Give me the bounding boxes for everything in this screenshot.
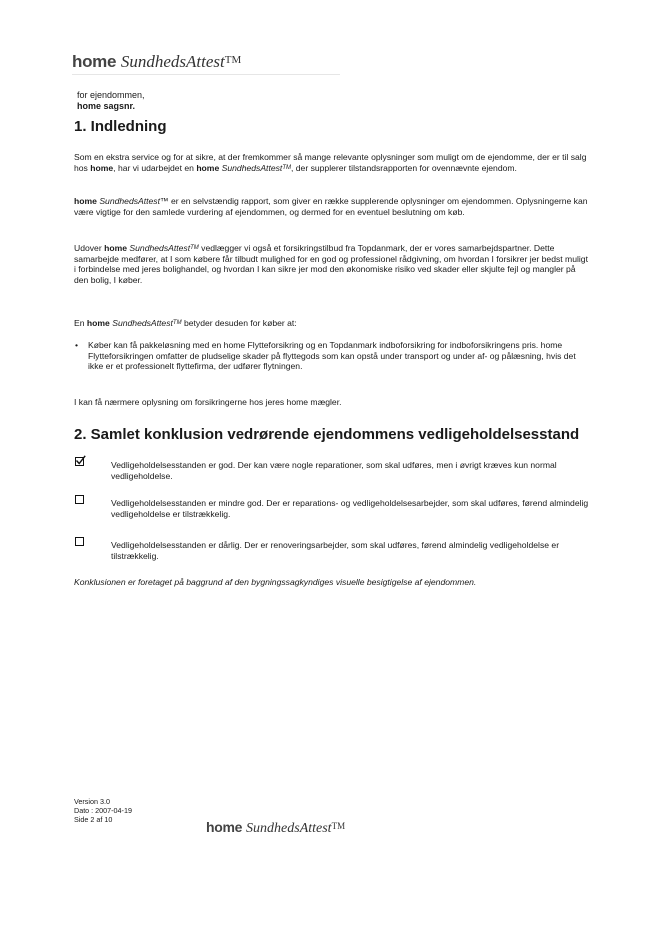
condition-option-text: Vedligeholdelsesstanden er dårlig. Der er renoveringsarbejder, som skal udføres, førend almindelig vedligeholdelse er tilstrækkelig. [111,540,560,561]
insurance-info-paragraph: I kan få nærmere oplysning om forsikringerne hos jeres home mægler. [74,397,342,407]
footer-page-number: Side 2 af 10 [74,815,113,824]
intro-paragraph-4: En home SundhedsAttest™ betyder desuden for køber at: [74,318,297,328]
checkbox-empty-icon[interactable] [75,537,84,546]
bullet-icon: • [75,340,79,350]
intro-paragraph-2: home SundhedsAttest™ er en selvstændig rapport, som giver en række supplerende oplysninger om ejendommen. Oplysningerne kan være vigtige for den samlede vurdering af ejendommen, og dermed for en eventuel beslutning om køb. [74,196,588,217]
intro-paragraph-3: Udover home SundhedsAttest™ vedlægger vi også et forsikringstilbud fra Topdanmark, der er vores samarbejdspartner. Dette samarbejde medfører, at I som købere får tilbudt mulighed for en god og professionel rådgivning, om hvordan I forsikrer jer bedst muligt i forbindelse med jeres bolighandel, og hvordan I kan sikre jer mod den økonomiske risiko ved skader eller skjulte fejl og mangler på den bolig, I køber. [74,243,588,285]
condition-option-text: Vedligeholdelsesstanden er god. Der kan være nogle reparationer, som skal udføres, men i øvrigt kræves kun normal vedligeholdelse. [111,460,557,481]
section-2-heading: 2. Samlet konklusion vedrørende ejendommens vedligeholdelsesstand [74,426,580,443]
footer-brand-logo: home SundhedsAttest™ [206,819,346,836]
header-rule [72,74,340,75]
conclusion-note: Konklusionen er foretaget på baggrund af den bygningssagkyndiges visuelle besigtigelse af ejendommen. [74,577,477,587]
condition-option-text: Vedligeholdelsesstanden er mindre god. Der er reparations- og vedligeholdelsesarbejder, som skal udføres, førend almindelig vedligeholdelse er tilstrækkelig. [111,498,589,519]
section-1-heading: 1. Indledning [74,118,167,135]
intro-paragraph-1: Som en ekstra service og for at sikre, at der fremkommer så mange relevante oplysninger som muligt om de ejendomme, der er til salg hos home, har vi udarbejdet en home SundhedsAttest™, der supplerer tilstandsrapporten for ovennævnte ejendom. [74,152,587,173]
footer-date: Dato : 2007-04-19 [74,806,132,815]
checkbox-empty-icon[interactable] [75,495,84,504]
case-number-label: home sagsnr. [77,101,136,111]
bullet-text: Køber kan få pakkeløsning med en home Flytteforsikring og en Topdanmark indboforsikring for indboforsikringens pris. home Flytteforsikringen omfatter de pludselige skader på flyttegods som kan opstå under transport og under af- og pålæsning, hvis det ikke er et professionelt flyttefirma, der udfører flytningen. [88,340,576,372]
property-label: for ejendommen, [77,90,145,100]
footer-version: Version 3.0 [74,797,110,806]
checkbox-checked-icon[interactable] [75,457,84,466]
header-brand-logo: home SundhedsAttest™ [72,52,242,71]
